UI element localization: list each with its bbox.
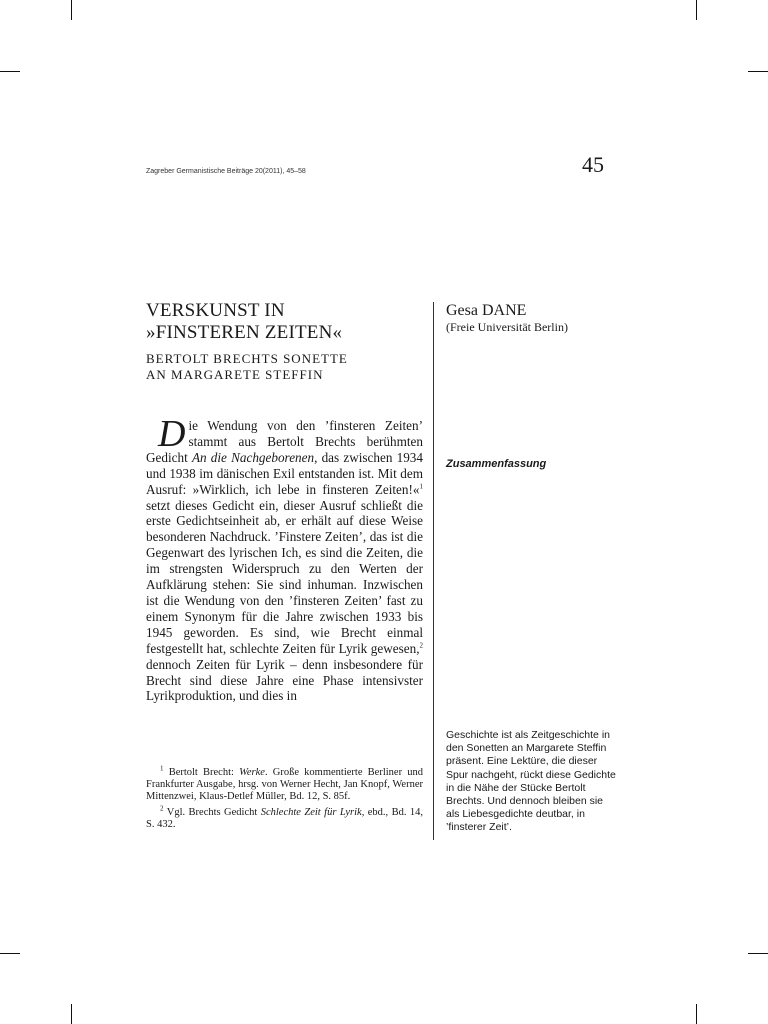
article-title	[146, 300, 436, 344]
footnote-italic: Werke	[239, 767, 265, 778]
article-subtitle	[146, 351, 436, 383]
body-text-segment: ie Wendung von den ’finsteren Zeiten’ stammt aus Bertolt Brechts berühmten Gedicht	[146, 418, 423, 465]
drop-cap: D	[158, 413, 186, 455]
body-text-segment: dennoch Zeiten für Lyrik – denn insbesondere für Brecht sind diese Jahre eine Phase intensivster Lyrikproduktion, und dies in	[146, 656, 423, 704]
column-divider	[433, 302, 434, 840]
title-line: VERSKUNST IN	[146, 300, 285, 321]
footnote-text: Bertolt Brecht:	[168, 767, 240, 778]
footnote-text: . Große kommentierte Berliner und Frankfurter Ausgabe, hrsg. von Werner Hecht, Jan Knopf, Werner Mittenzwei, Klaus-Detlef Müller, Bd. 12, S. 85f.	[146, 767, 423, 802]
subtitle-line: AN MARGARETE STEFFIN	[146, 367, 324, 382]
subtitle-line: BERTOLT BRECHTS SONETTE	[146, 351, 348, 366]
abstract-text: Geschichte ist als Zeitgeschichte in den Sonetten an Margarete Steffin präsent. Eine Lektüre, die dieser Spur nachgeht, rückt diese Gedichte in die Nähe der Stücke Bertolt Brechts. Und dennoch bleiben sie als Liebesgedichte deutbar, in ’finsterer Zeit’.	[446, 729, 616, 834]
footnote-italic: Schlechte Zeit für Lyrik	[260, 807, 362, 818]
crop-mark	[0, 953, 20, 954]
crop-mark	[696, 0, 697, 20]
footnote-ref[interactable]: 1	[419, 482, 423, 491]
crop-mark	[0, 71, 20, 72]
page-number: 45	[582, 152, 604, 177]
footnote-text: , ebd., Bd. 14, S. 432.	[146, 807, 424, 830]
body-paragraph	[146, 413, 423, 704]
body-text-segment: setzt dieses Gedicht ein, dieser Ausruf schließt die erste Gedichtseinheit ab, er erhält auf diese Weise besonderen Nachdruck. ’Finstere Zeiten’, das ist die Gegenwart des lyrischen Ich, es sind die Zeiten, die im strengsten Widerspruch zu den Werten der Aufklärung stehen: Sie sind inhuman. Inzwischen ist die Wendung von den ’finsteren Zeiten’ fast zu einem Synonym für die Jahre zwischen 1933 bis 1945 geworden. Es sind, wie Brecht einmal festgestellt hat, schlechte Zeiten für Lyrik gewesen,	[146, 497, 423, 656]
footnote-text: Vgl. Brechts Gedicht	[166, 807, 261, 818]
crop-mark	[696, 1004, 697, 1024]
title-line: »FINSTEREN ZEITEN«	[146, 322, 343, 343]
journal-citation: Zagreber Germanistische Beiträge 20(2011), 45–58	[146, 168, 306, 175]
crop-mark	[71, 0, 72, 20]
footnote-number: 1	[160, 764, 164, 773]
footnote	[146, 764, 423, 803]
crop-mark	[71, 1004, 72, 1024]
abstract-heading: Zusammenfassung	[446, 458, 547, 470]
author-affiliation: (Freie Universität Berlin)	[446, 320, 568, 334]
poem-title: An die Nachgeborenen	[191, 449, 315, 465]
footnote	[146, 804, 424, 831]
footnote-number: 2	[160, 804, 164, 813]
author-name: Gesa DANE	[446, 302, 527, 319]
footnotes	[146, 764, 424, 835]
crop-mark	[748, 953, 768, 954]
crop-mark	[748, 71, 768, 72]
footnote-ref[interactable]: 2	[419, 641, 423, 650]
body-text-segment: , das zwischen 1934 und 1938 im dänischen Exil entstanden ist. Mit dem Ausruf: »Wirklich, ich lebe in finsteren Zeiten!«	[146, 449, 423, 497]
